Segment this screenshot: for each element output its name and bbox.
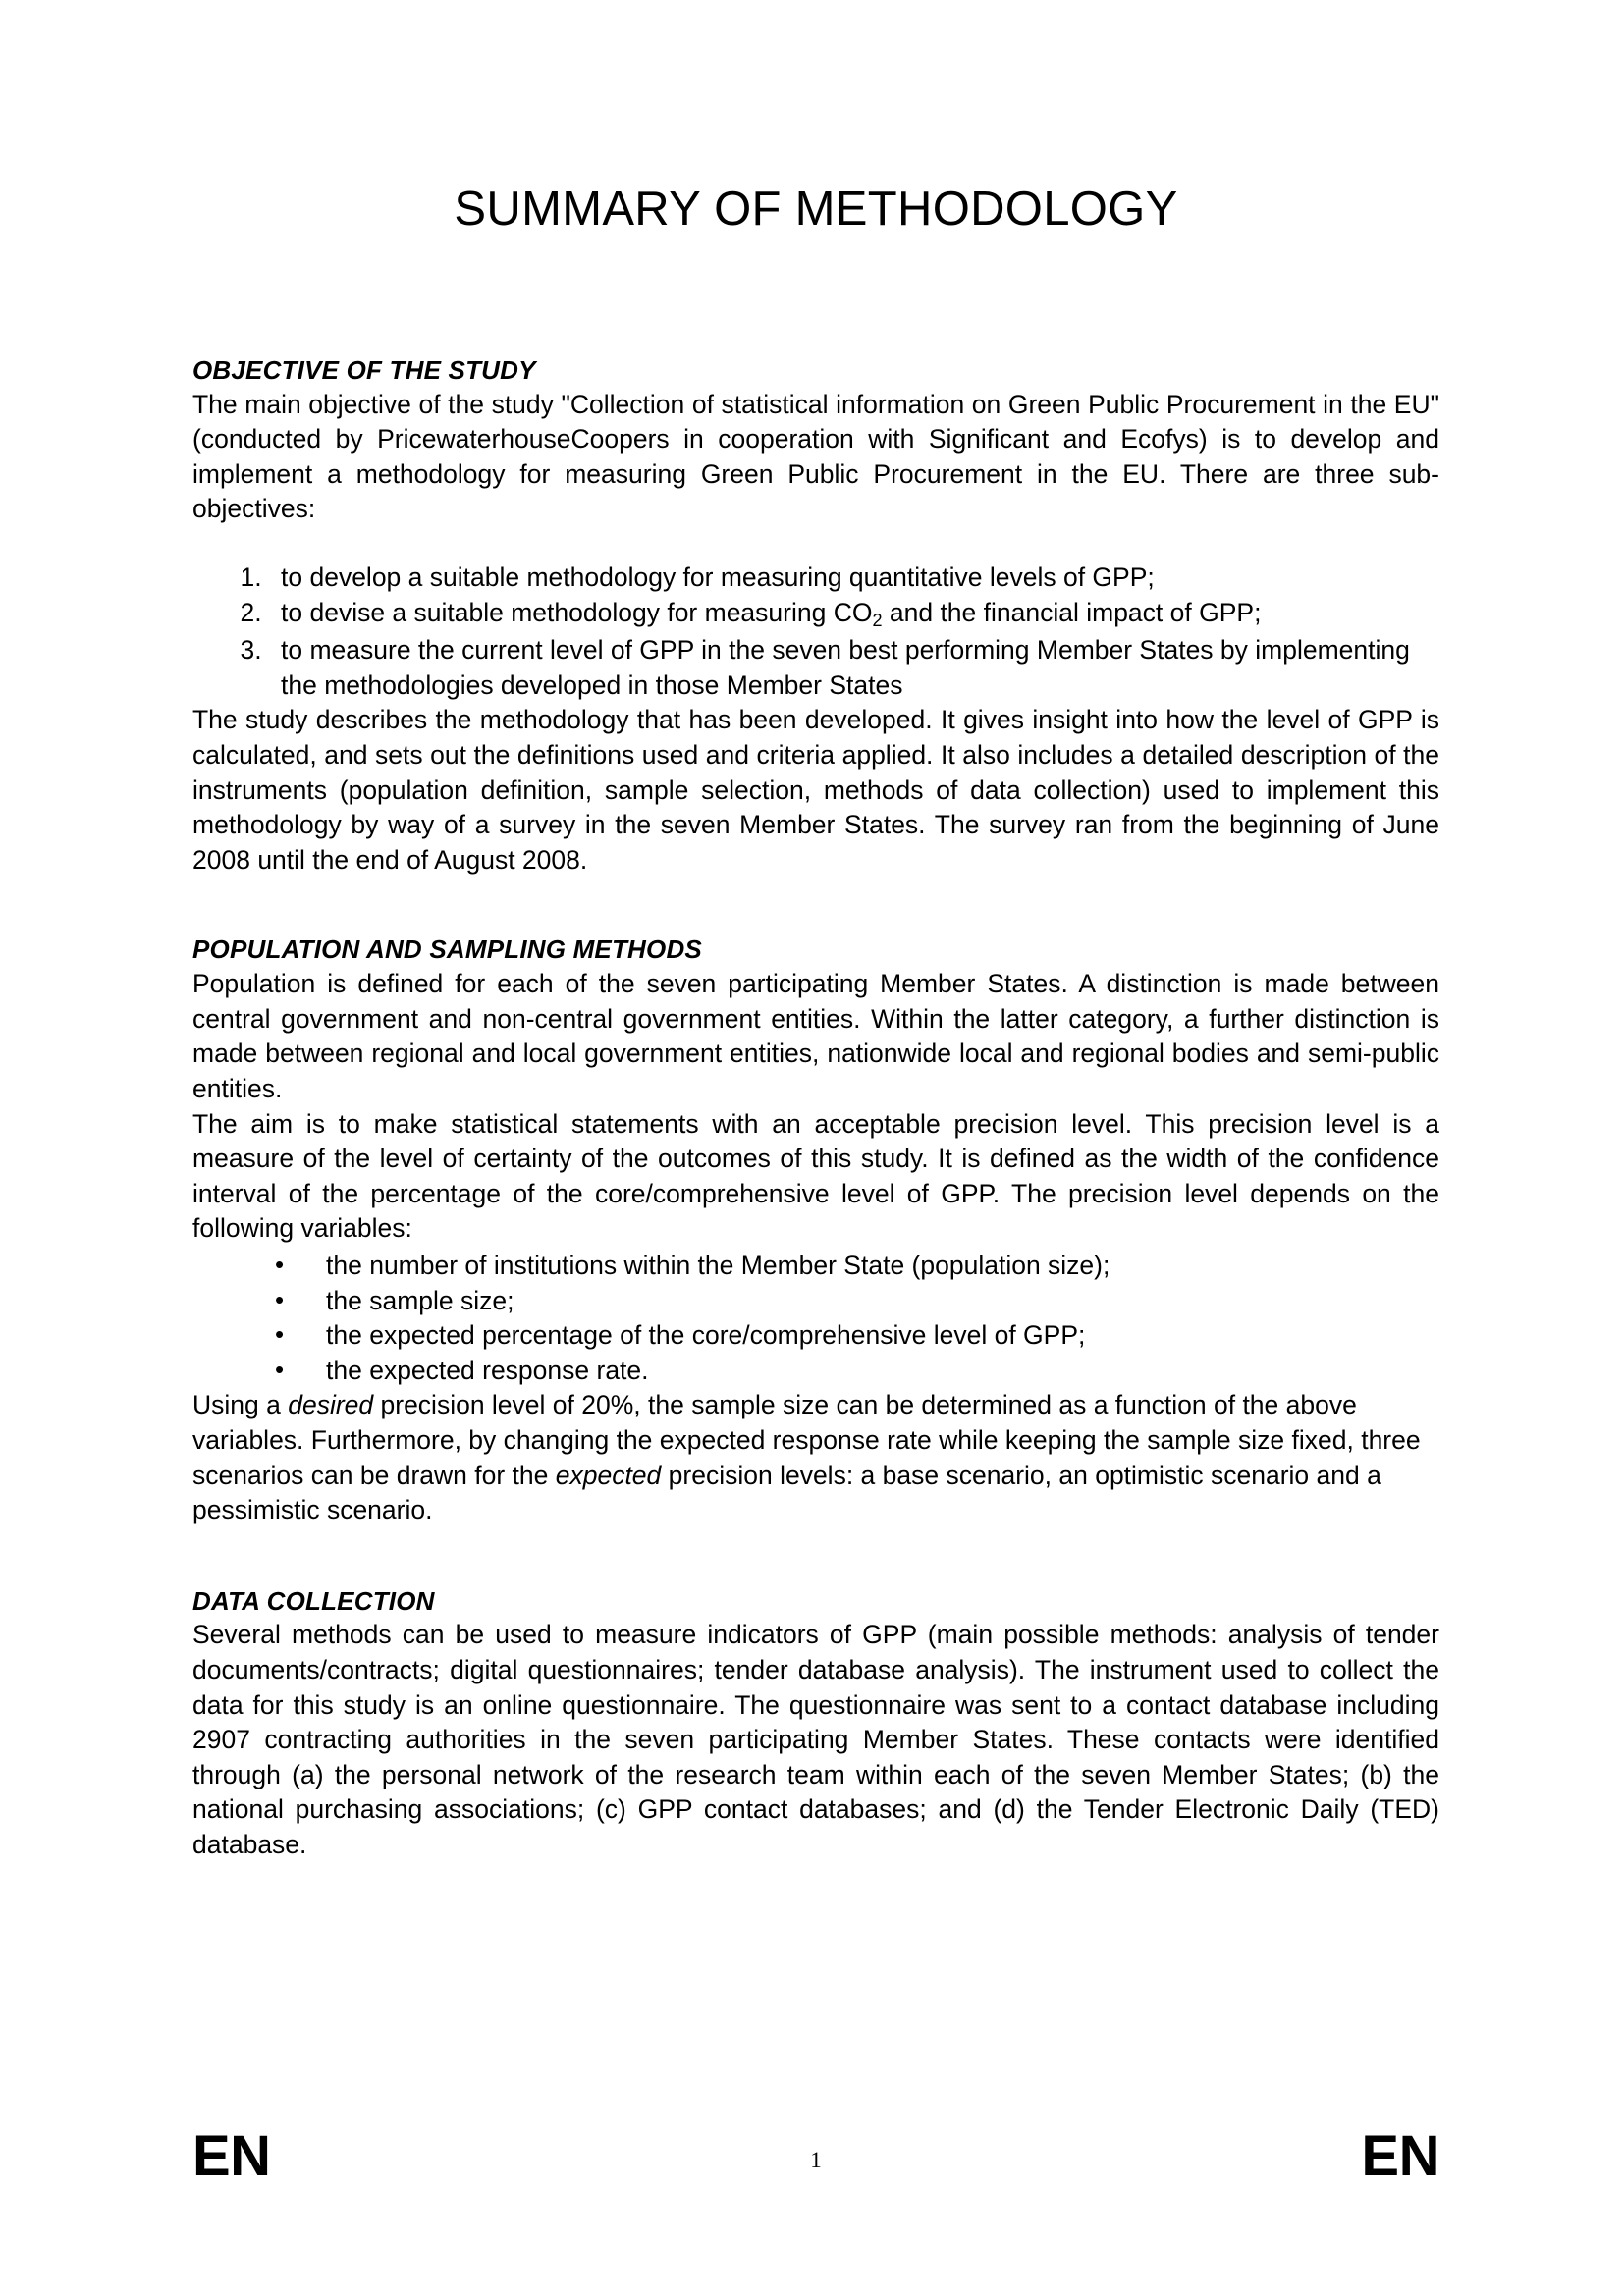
footer-language-left: EN	[192, 2124, 271, 2188]
page-footer	[192, 2124, 1439, 2197]
co2-subscript: 2	[872, 610, 883, 630]
section-heading-objective: OBJECTIVE OF THE STUDY	[192, 354, 536, 385]
list-item: 3. to measure the current level of GPP in the seven best performing Member States by implementing the methodologies developed in those Member States	[269, 633, 1439, 703]
sub-objectives-list	[192, 561, 1439, 703]
precision-emphasis-desired: desired	[288, 1390, 374, 1420]
list-item: • the sample size;	[275, 1284, 1439, 1319]
precision-text-part-1: Using a	[192, 1390, 289, 1420]
list-item: • the number of institutions within the Member State (population size);	[275, 1249, 1439, 1284]
precision-scenarios-paragraph	[192, 1388, 1439, 1527]
page-title: SUMMARY OF METHODOLOGY	[454, 183, 1178, 236]
sub-objective-2-suffix: and the financial impact of GPP;	[882, 597, 1262, 627]
footer-language-right: EN	[1361, 2124, 1439, 2188]
section-heading-data-collection: DATA COLLECTION	[192, 1585, 435, 1616]
list-item: • the expected percentage of the core/comprehensive level of GPP;	[275, 1318, 1439, 1354]
objective-intro-paragraph: The main objective of the study "Collection of statistical information on Green Public Procurement in the EU" (conducted by PricewaterhouseCoopers in cooperation with Significant and Ecofys) is to develop and implement a methodology for measuring Green Public Procurement in the EU. There are three sub-objectives:	[192, 389, 1439, 524]
list-item	[269, 596, 1439, 634]
objective-closing-paragraph: The study describes the methodology that has been developed. It gives insight into how the level of GPP is calculated, and sets out the definitions used and criteria applied. It also includes a detailed description of the instruments (population definition, sample selection, methods of data collection) used to implement this methodology by way of a survey in the seven Member States. The survey ran from the beginning of June 2008 until the end of August 2008.	[192, 705, 1439, 875]
sub-objective-2-prefix: to devise a suitable methodology for measuring CO	[281, 597, 873, 627]
data-collection-paragraph: Several methods can be used to measure indicators of GPP (main possible methods: analysis of tender documents/contracts; digital questionnaires; tender database analysis). The instrument used to collect the data for this study is an online questionnaire. The questionnaire was sent to a contact database including 2907 contracting authorities in the seven participating Member States. These contacts were identified through (a) the personal network of the research team within each of the seven Member States; (b) the national purchasing associations; (c) GPP contact databases; and (d) the Tender Electronic Daily (TED) database.	[192, 1620, 1439, 1860]
population-paragraph-2: The aim is to make statistical statements with an acceptable precision level. This precision level is a measure of the level of certainty of the outcomes of this study. It is defined as the width of the confidence interval of the percentage of the core/comprehensive level of GPP. The precision level depends on the following variables:	[192, 1108, 1439, 1244]
footer-page-number: 1	[810, 2148, 822, 2172]
section-heading-population: POPULATION AND SAMPLING METHODS	[192, 934, 702, 965]
list-item: • the expected response rate.	[275, 1354, 1439, 1389]
precision-emphasis-expected: expected	[555, 1460, 662, 1490]
precision-text-part-2: precision level of 20%, the sample size can be determined as a function of the above variables. Furthermore, by changing the expected response rate while keeping the sample size fixed, three scenarios can be drawn for the	[192, 1390, 1421, 1490]
precision-text-part-3: precision levels: a base scenario, an optimistic scenario and a pessimistic scenario.	[192, 1460, 1381, 1525]
page-content	[192, 0, 1439, 1863]
precision-variables-list	[192, 1249, 1439, 1388]
list-item: 1. to develop a suitable methodology for measuring quantitative levels of GPP;	[269, 561, 1439, 596]
population-paragraph-1: Population is defined for each of the seven participating Member States. A distinction is made between central government and non-central government entities. Within the latter category, a further distinction is made between regional and local government entities, nationwide local and regional bodies and semi-public entities.	[192, 969, 1439, 1103]
